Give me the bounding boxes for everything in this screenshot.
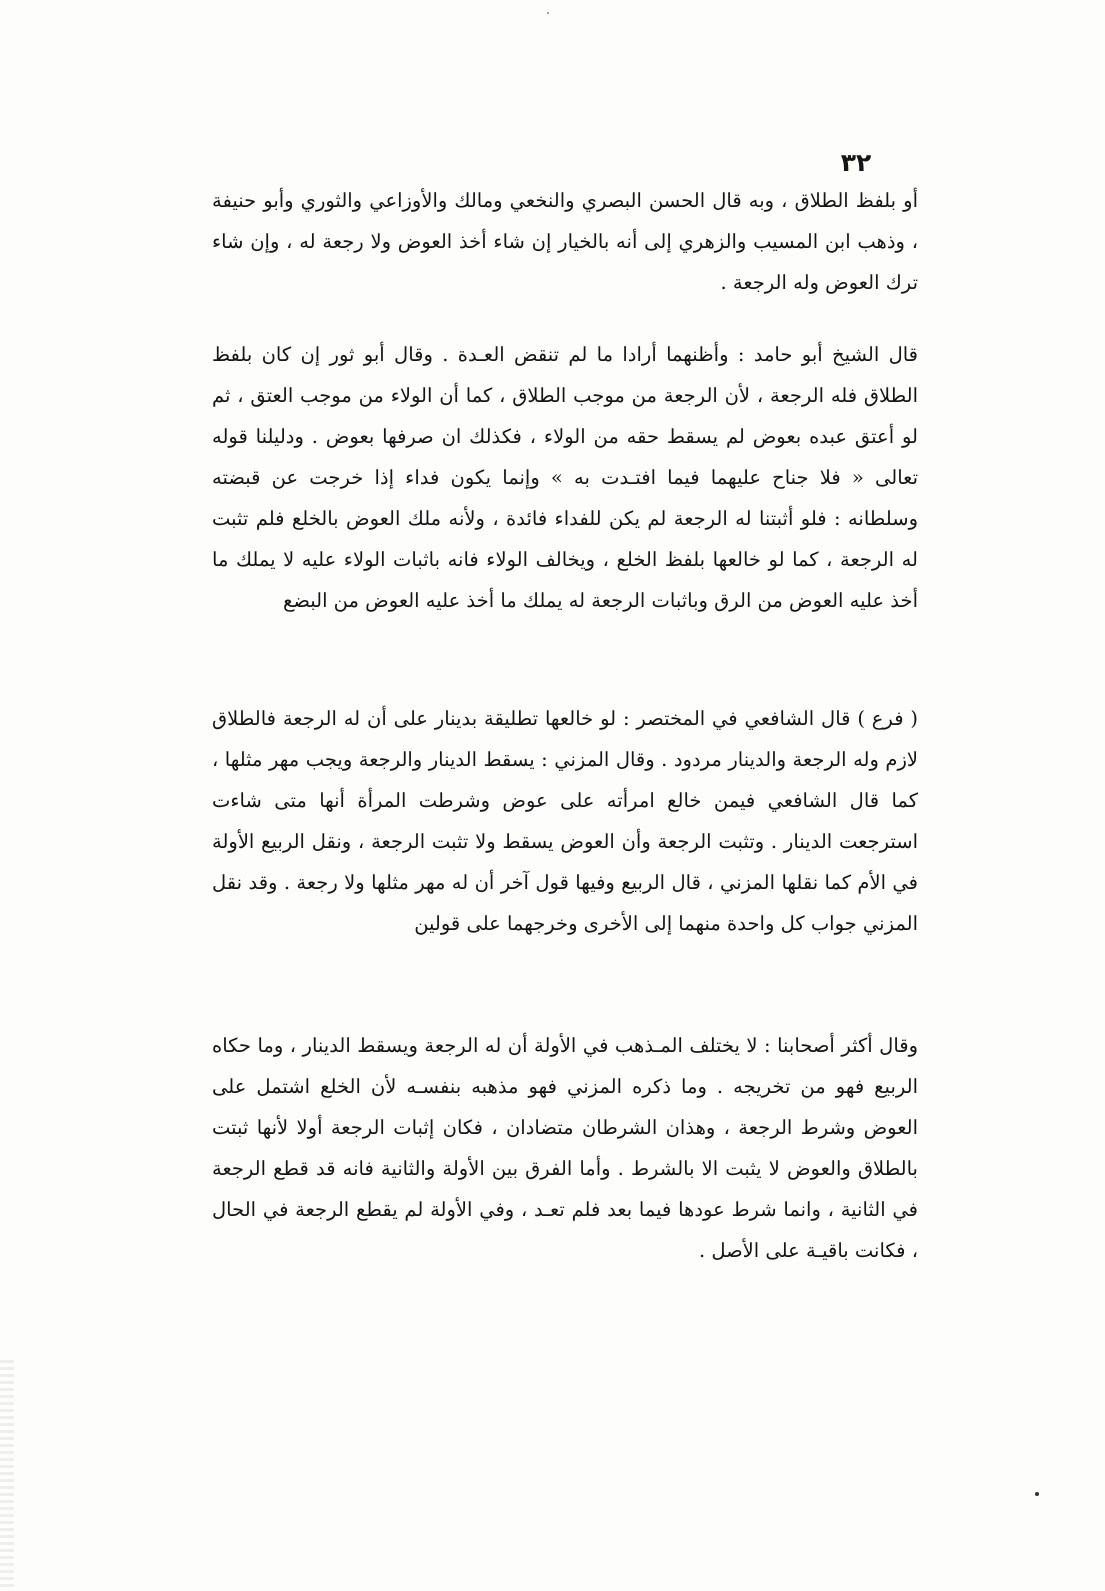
- paragraph-2: قال الشيخ أبو حامد : وأظنهما أرادا ما لم تنقض العـدة . وقال أبو ثور إن كان بلفظ الطلاق فله الرجعة ، لأن الرجعة من موجب الطلاق ، كما أن الولاء من موجب العتق ، ثم لو أعتق عبده بعوض لم يسقط حقه من الولاء ، فكذلك ان صرفها بعوض . ودليلنا قوله تعالى « فلا جناح عليهما فيما افتـدت به » وإنما يكون فداء إذا خرجت عن قبضته وسلطانه : فلو أثبتنا له الرجعة لم يكن للفداء فائدة ، ولأنه ملك العوض بالخلع فلم تثبت له الرجعة ، كما لو خالعها بلفظ الخلع ، ويخالف الولاء فانه باثبات الولاء عليه لا يملك ما أخذ عليه العوض من الرق وباثبات الرجعة له يملك ما أخذ عليه العوض من البضع: [212, 343, 918, 612]
- page-number: ٣٢: [840, 148, 872, 177]
- paragraph-4: وقال أكثر أصحابنا : لا يختلف المـذهب في الأولة أن له الرجعة ويسقط الدينار ، وما حكاه الربيع فهو من تخريجه . وما ذكره المزني فهو مذهبه بنفسـه لأن الخلع اشتمل على العوض وشرط الرجعة ، وهذان الشرطان متضادان ، فكان إثبات الرجعة أولا لأنها ثبتت بالطلاق والعوض لا يثبت الا بالشرط . وأما الفرق بين الأولة والثانية فانه قد قطع الرجعة في الثانية ، وانما شرط عودها فيما بعد فلم تعـد ، وفي الأولة لم يقطع الرجعة في الحال ، فكانت باقيـة على الأصل .: [212, 1034, 918, 1262]
- paragraph-1: أو بلفظ الطلاق ، وبه قال الحسن البصري والنخعي ومالك والأوزاعي والثوري وأبو حنيفة ، وذهب ابن المسيب والزهري إلى أنه بالخيار إن شاء أخذ العوض ولا رجعة له ، وإن شاء ترك العوض وله الرجعة .: [212, 189, 918, 294]
- ink-speck: [547, 12, 549, 14]
- scan-edge-artifact: [0, 1360, 14, 1591]
- ink-speck: [1035, 1492, 1039, 1496]
- paragraph-3: ( فرع ) قال الشافعي في المختصر : لو خالعها تطليقة بدينار على أن له الرجعة فالطلاق لازم وله الرجعة والدينار مردود . وقال المزني : يسقط الدينار والرجعة ويجب مهر مثلها ، كما قال الشافعي فيمن خالع امرأته على عوض وشرطت المرأة أنها متى شاءت استرجعت الدينار . وتثبت الرجعة وأن العوض يسقط ولا تثبت الرجعة ، ونقل الربيع الأولة في الأم كما نقلها المزني ، قال الربيع وفيها قول آخر أن له مهر مثلها ولا رجعة . وقد نقل المزني جواب كل واحدة منهما إلى الأخرى وخرجهما على قولين: [212, 707, 918, 935]
